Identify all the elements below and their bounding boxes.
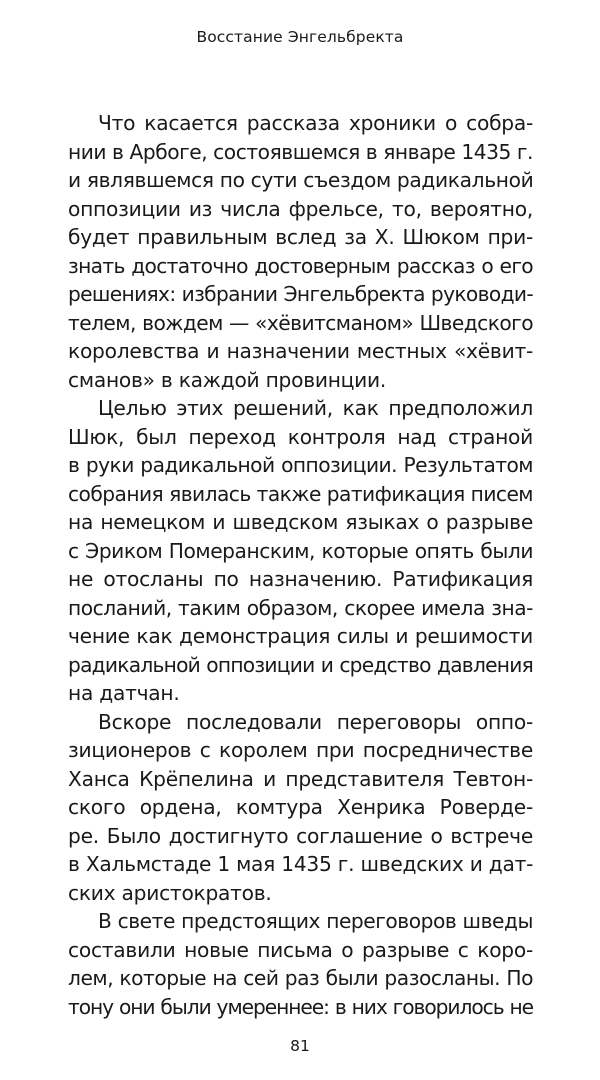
text-line: и являвшемся по сути съездом радикальной (68, 168, 534, 192)
text-line: Ханса Крёпелина и представителя Тевтон- (68, 766, 533, 791)
text-line: сманов» в каждой провинции. (68, 367, 387, 392)
text-line: с Эриком Померанским, которые опять были (68, 538, 533, 563)
paragraph-3 (68, 708, 533, 908)
page-number: 81 (290, 1037, 310, 1055)
text-line: посланий, таким образом, скорее имела зна- (68, 595, 533, 620)
text-line: решениях: избрании Энгельбректа руководи- (68, 282, 533, 306)
text-line: Шюк, был переход контроля над страной (68, 424, 533, 449)
text-line: лем, которые на сей раз были разосланы. По (68, 966, 533, 990)
text-line: ского ордена, комтура Хенрика Роверде- (68, 795, 533, 819)
text-line: на датчан. (68, 681, 180, 705)
text-line: не отосланы по назначению. Ратификация (68, 567, 533, 591)
paragraph-1 (68, 109, 533, 394)
text-line: собрания явилась также ратификация писем (68, 481, 533, 506)
text-line: в Хальмстаде 1 мая 1435 г. шведских и дат- (68, 852, 534, 876)
text-line: в руки радикальной оппозиции. Результатом (68, 453, 533, 477)
text-line: нии в Арбоге, состоявшемся в январе 1435 г. (68, 139, 533, 164)
text-line: Что касается рассказа хроники о собра- (98, 111, 533, 135)
text-line: ре. Было достигнуто соглашение о встрече (68, 823, 533, 848)
text-line: зиционеров с королем при посредничестве (68, 738, 533, 762)
text-line: королевства и назначении местных «хёвит- (68, 339, 533, 363)
paragraph-4 (68, 907, 533, 1021)
paragraph-2 (68, 394, 533, 708)
text-line: оппозиции из числа фрельсе, то, вероятно, (68, 196, 533, 221)
text-line: Целью этих решений, как предположил (98, 396, 533, 420)
text-line: В свете предстоящих переговоров шведы (98, 909, 533, 933)
text-line: ских аристократов. (68, 880, 272, 905)
text-line: на немецком и шведском языках о разрыве (68, 510, 533, 534)
text-line: телем, вождем — «хёвитсманом» Шведского (68, 310, 533, 335)
text-line: тону они были умереннее: в них говорилось не (68, 994, 533, 1019)
text-line: будет правильным вслед за Х. Шюком при- (68, 225, 533, 249)
text-line: Вскоре последовали переговоры оппо- (98, 709, 533, 734)
text-line: составили новые письма о разрыве с коро- (68, 937, 533, 962)
text-line: знать достаточно достоверным рассказ о его (68, 253, 533, 278)
body-text (68, 109, 533, 1021)
text-line: радикальной оппозиции и средство давления (68, 652, 533, 677)
text-line: чение как демонстрация силы и решимости (68, 624, 533, 648)
running-head-title: Восстание Энгельбректа (196, 28, 404, 46)
